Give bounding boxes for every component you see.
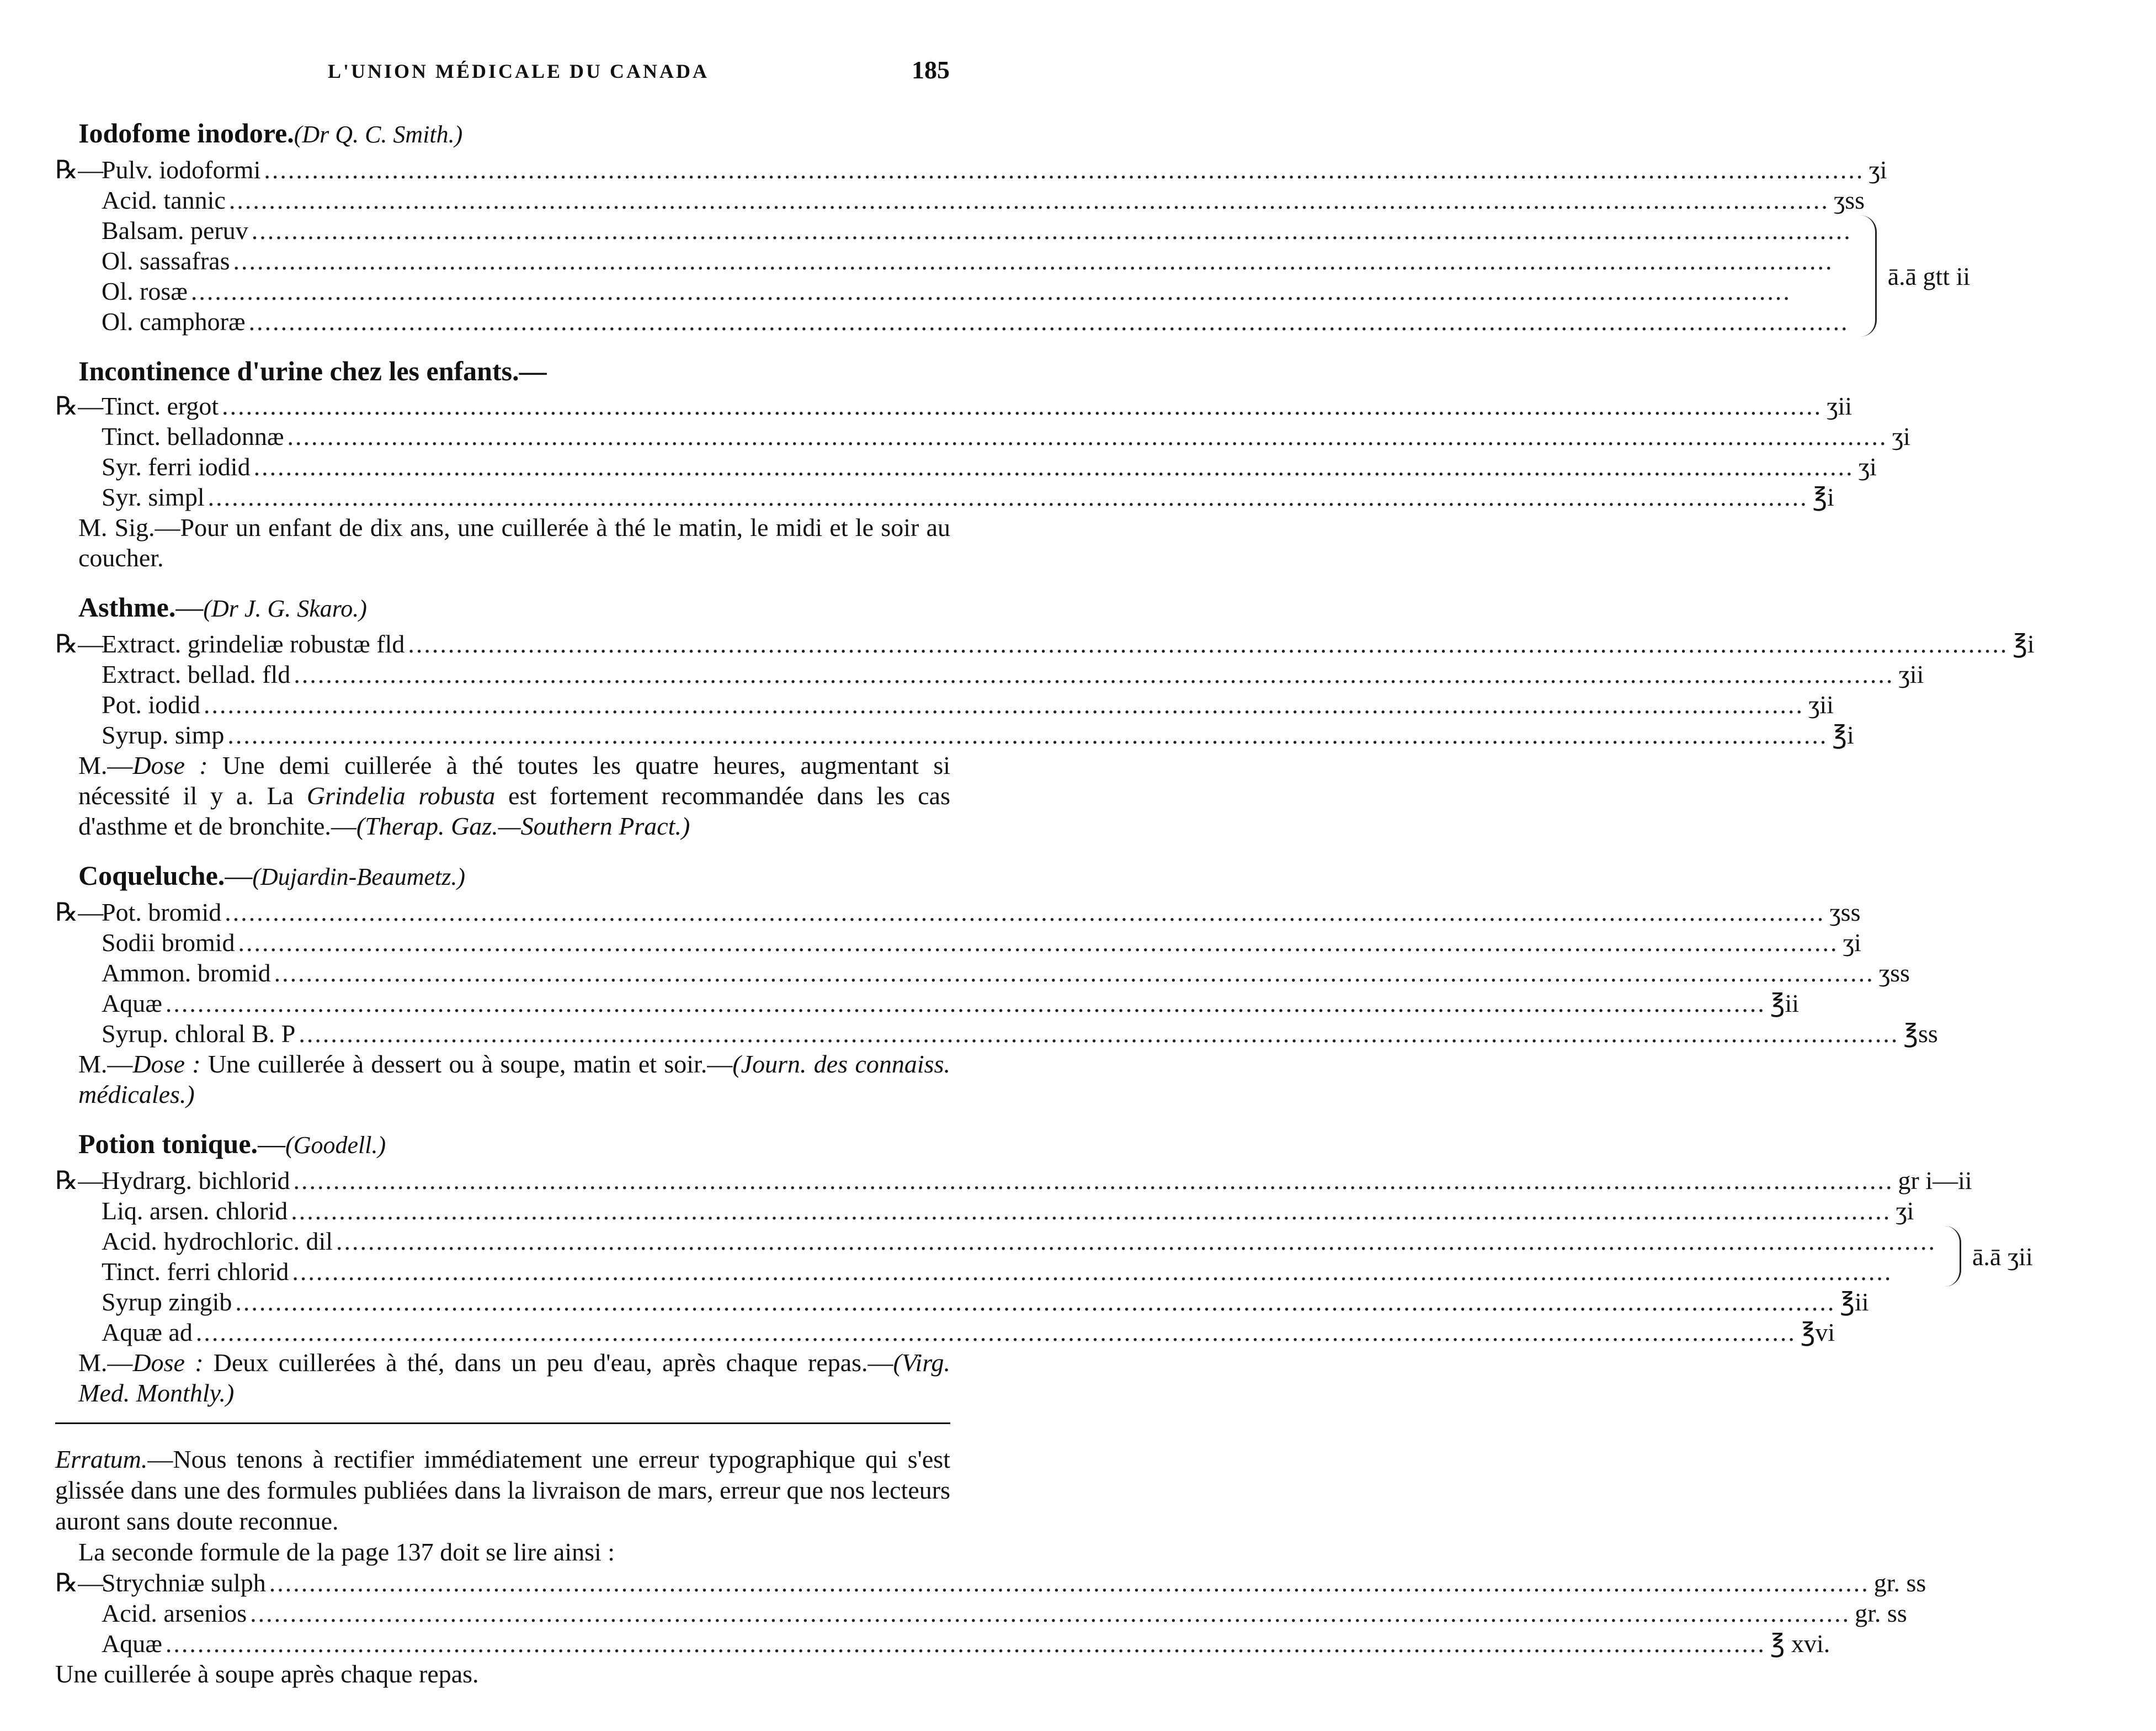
recipe-directions	[55, 512, 950, 573]
recipe-author: (Dujardin-Beaumetz.)	[252, 863, 466, 890]
recipe-coqueluche	[55, 856, 1938, 1109]
ingredient-name: Balsam. peruv	[102, 216, 248, 245]
rx-symbol: ℞	[55, 392, 78, 420]
ingredient-dose: gr. ss	[1873, 1569, 1926, 1597]
ingredient-line: ℞— Pulv. iodoformi ..... ʒi	[55, 155, 950, 185]
ingredient-line	[55, 720, 1854, 750]
ingredient-name: Pot. bromid	[102, 898, 222, 926]
ingredient-dose: ʒi	[1892, 422, 1910, 450]
recipe-title: Incontinence d'urine chez les enfants.—	[78, 355, 547, 386]
ingredient-dose: ℥vi	[1800, 1318, 1835, 1346]
directions-text-continued: est fortement recommandée dans les cas d'asthme et de bronchite.—	[78, 782, 951, 840]
ingredient-line	[55, 1598, 1907, 1628]
directions-label: M.—	[78, 1050, 133, 1078]
leader-dots	[252, 215, 1852, 246]
ingredient-name: Ol. sassafras	[102, 247, 230, 275]
leader-dots	[238, 927, 1839, 958]
ingredient-line	[55, 927, 1861, 958]
ingredient-name: Ol. rosæ	[102, 277, 188, 305]
ingredient-name: Syrup zingib	[102, 1288, 232, 1316]
ingredient-line	[55, 215, 1856, 246]
ingredient-dose: ʒii	[1827, 392, 1852, 420]
ingredient-line	[55, 1287, 1869, 1317]
ingredient-line	[55, 246, 1856, 276]
group-dose: ā.ā ʒii	[1972, 1242, 2033, 1271]
ingredient-line	[55, 276, 1856, 306]
ingredient-line: ℞— Extract. grindeliæ robustæ fld ..... ℥i	[55, 629, 950, 659]
directions-label: M.—	[78, 1348, 133, 1377]
rx-symbol: ℞	[55, 1569, 78, 1597]
grouping-brace	[1941, 1226, 1961, 1287]
ingredient-dose: ʒi	[1896, 1197, 1914, 1225]
ingredient-name: Liq. arsen. chlorid	[102, 1197, 288, 1225]
ingredient-dose: ʒss	[1829, 898, 1861, 926]
ingredient-line	[55, 958, 1910, 988]
ingredient-dose: ʒi	[1858, 453, 1877, 481]
leader-dots	[229, 185, 1829, 215]
rx-symbol: ℞	[55, 630, 78, 658]
ingredient-dose: ℥ii	[1770, 989, 1800, 1017]
ingredient-line: ℞— Strychniæ sulph ..... gr. ss	[55, 1568, 950, 1598]
directions-text: Une cuillerée à dessert ou à soupe, matin et soir.—	[200, 1050, 733, 1078]
leader-dots	[294, 659, 1894, 689]
leader-dots	[208, 482, 1808, 512]
leader-dots	[288, 421, 1888, 452]
ingredient-dose: ℥ xvi.	[1770, 1629, 1830, 1658]
ingredient-name: Strychniæ sulph	[102, 1569, 266, 1597]
leader-dots	[408, 629, 2008, 659]
recipe-heading: Potion tonique.—(Goodell.)	[78, 1128, 386, 1159]
recipe-directions	[55, 750, 950, 841]
ingredient-dose: gr. ss	[1855, 1599, 1907, 1627]
rx-symbol: ℞	[55, 898, 78, 926]
recipe-iodoform	[55, 113, 1971, 337]
erratum-note	[55, 1444, 1926, 1690]
dose-label: Dose :	[132, 1348, 204, 1377]
recipe-author: (Goodell.)	[285, 1132, 386, 1159]
ingredient-name: Pot. iodid	[102, 691, 200, 719]
recipe-heading	[55, 113, 950, 155]
leader-dots	[166, 988, 1766, 1018]
ingredient-dose: ʒss	[1833, 186, 1865, 214]
source-citation: (Therap. Gaz.—Southern Pract.)	[356, 812, 690, 840]
recipe-author: (Dr Q. C. Smith.)	[294, 121, 463, 148]
ingredient-dose: ʒii	[1898, 660, 1924, 688]
ingredient-line	[55, 1196, 1914, 1226]
ingredient-line: ℞— Pot. bromid ..... ʒss	[55, 897, 950, 927]
ingredient-name: Syrup. chloral B. P	[102, 1020, 296, 1048]
ingredient-dose: ℥ii	[1840, 1288, 1869, 1316]
leader-dots	[336, 1226, 1936, 1256]
source-citation: (Virg. Med. Monthly.)	[78, 1348, 951, 1407]
erratum-closing: Une cuillerée à soupe après chaque repas.	[55, 1660, 479, 1688]
leader-dots	[294, 1165, 1894, 1196]
leader-dots	[254, 452, 1854, 482]
page-content	[55, 113, 2035, 1690]
ingredient-line	[55, 988, 1800, 1018]
rx-symbol: ℞	[55, 1166, 78, 1194]
page-number: 185	[912, 56, 950, 84]
ingredient-name: Ol. camphoræ	[102, 307, 246, 336]
erratum-label: Erratum.	[55, 1445, 148, 1473]
leader-dots	[191, 276, 1852, 306]
journal-title: L'UNION MÉDICALE DU CANADA	[327, 60, 710, 82]
ingredient-dose: gr i—ii	[1898, 1166, 1972, 1194]
recipe-title: Coqueluche.	[78, 860, 225, 891]
ingredient-line	[55, 452, 1877, 482]
recipe-title: Iodofome inodore.	[78, 118, 294, 148]
ingredient-dose: ʒi	[1843, 928, 1861, 957]
ingredient-line	[55, 306, 1856, 337]
ingredient-line	[55, 482, 1834, 512]
ingredient-name: Aquæ	[102, 989, 162, 1017]
ingredient-name: Acid. tannic	[102, 186, 226, 214]
erratum-text: —Nous tenons à rectifier immédiatement une erreur typographique qui s'est glissée dans une des formules publiées dans la livraison de mars, erreur que nos lecteurs auront sans doute reconnue.	[55, 1445, 950, 1535]
recipe-title: Asthme.	[78, 592, 176, 623]
section-divider	[55, 1422, 950, 1424]
leader-dots	[166, 1628, 1766, 1659]
ingredient-name: Tinct. belladonnæ	[102, 422, 284, 450]
leader-dots	[227, 720, 1828, 750]
ingredient-line: ℞— Hydrarg. bichlorid ..... gr i—ii	[55, 1165, 950, 1196]
recipe-heading: Coqueluche.—(Dujardin-Beaumetz.)	[78, 860, 466, 891]
directions-label: M. Sig.	[78, 513, 155, 541]
grouping-brace	[1856, 215, 1877, 337]
running-header	[0, 55, 1037, 88]
directions-text: Une demi cuillerée à thé toutes les quatre heures, augmentant si nécessité il y a. La	[78, 751, 951, 810]
ingredient-name: Acid. arsenios	[102, 1599, 247, 1627]
leader-dots	[225, 897, 1825, 927]
ingredient-line: ℞— Tinct. ergot ..... ʒii	[55, 391, 950, 421]
ingredient-line	[55, 421, 1910, 452]
italic-term: Grindelia robusta	[306, 782, 496, 810]
ingredient-dose: ℥ss	[1903, 1020, 1938, 1048]
recipe-incontinence	[55, 351, 1910, 573]
leader-dots	[222, 391, 1822, 421]
recipe-asthme	[55, 587, 2035, 841]
erratum-intro: La seconde formule de la page 137 doit se lire ainsi :	[78, 1538, 615, 1566]
ingredient-line	[55, 659, 1924, 689]
leader-dots	[299, 1018, 1899, 1049]
ingredient-line	[55, 1628, 1830, 1659]
ingredient-dose: ʒi	[1868, 156, 1887, 184]
ingredient-name: Tinct. ferri chlorid	[102, 1257, 289, 1286]
leader-dots	[235, 1287, 1835, 1317]
ingredient-dose: ʒii	[1808, 691, 1834, 719]
ingredient-name: Extract. grindeliæ robustæ fld	[102, 630, 405, 658]
source-citation: (Journ. des connaiss. médicales.)	[78, 1050, 950, 1108]
leader-dots	[274, 958, 1875, 988]
ingredient-name: Syr. ferri iodid	[102, 453, 251, 481]
leader-dots	[291, 1196, 1891, 1226]
recipe-author: (Dr J. G. Skaro.)	[203, 595, 367, 622]
directions-text: —Pour un enfant de dix ans, une cuillerée à thé le matin, le midi et le soir au coucher.	[78, 513, 951, 572]
ingredient-line	[55, 185, 1865, 215]
ingredient-line	[55, 689, 1834, 720]
recipe-directions	[55, 1049, 950, 1109]
ingredient-line	[55, 1018, 1938, 1049]
ingredient-dose: ℥i	[1812, 483, 1834, 511]
ingredient-dose: ʒss	[1878, 959, 1910, 987]
leader-dots	[249, 306, 1852, 337]
ingredient-name: Extract. bellad. fld	[102, 660, 291, 688]
ingredient-dose: ℥i	[2013, 630, 2035, 658]
directions-label: M.—	[78, 751, 133, 779]
ingredient-name: Pulv. iodoformi	[102, 156, 261, 184]
grouped-ingredients	[55, 1226, 2033, 1287]
ingredient-name: Aquæ ad	[102, 1318, 193, 1346]
ingredient-name: Aquæ	[102, 1629, 162, 1658]
ingredient-dose: ℥i	[1832, 721, 1854, 749]
ingredient-name: Tinct. ergot	[102, 392, 219, 420]
leader-dots	[264, 155, 1864, 185]
rx-symbol: ℞	[55, 156, 78, 184]
ingredient-name: Ammon. bromid	[102, 959, 271, 987]
leader-dots	[233, 246, 1852, 276]
grouped-ingredients	[55, 215, 1971, 337]
recipe-heading: Asthme.—(Dr J. G. Skaro.)	[78, 592, 367, 623]
group-dose: ā.ā gtt ii	[1887, 262, 1971, 290]
leader-dots	[250, 1598, 1850, 1629]
ingredient-name: Syrup. simp	[102, 721, 225, 749]
ingredient-line	[55, 1256, 1941, 1287]
leader-dots	[269, 1568, 1870, 1599]
ingredient-name: Syr. simpl	[102, 483, 205, 511]
leader-dots	[196, 1317, 1796, 1347]
leader-dots	[204, 689, 1804, 720]
ingredient-name: Hydrarg. bichlorid	[102, 1166, 290, 1194]
recipe-directions	[55, 1347, 950, 1408]
dose-label: Dose :	[132, 1050, 201, 1078]
leader-dots	[292, 1256, 1936, 1287]
ingredient-line	[55, 1226, 1941, 1256]
recipe-potion-tonique	[55, 1124, 2033, 1408]
ingredient-name: Sodii bromid	[102, 928, 235, 957]
recipe-title: Potion tonique.	[78, 1128, 258, 1159]
ingredient-line	[55, 1317, 1835, 1347]
recipe-heading	[55, 351, 950, 391]
dose-label: Dose :	[132, 751, 208, 779]
directions-text: Deux cuillerées à thé, dans un peu d'eau, après chaque repas.—	[203, 1348, 893, 1377]
ingredient-name: Acid. hydrochloric. dil	[102, 1227, 333, 1255]
